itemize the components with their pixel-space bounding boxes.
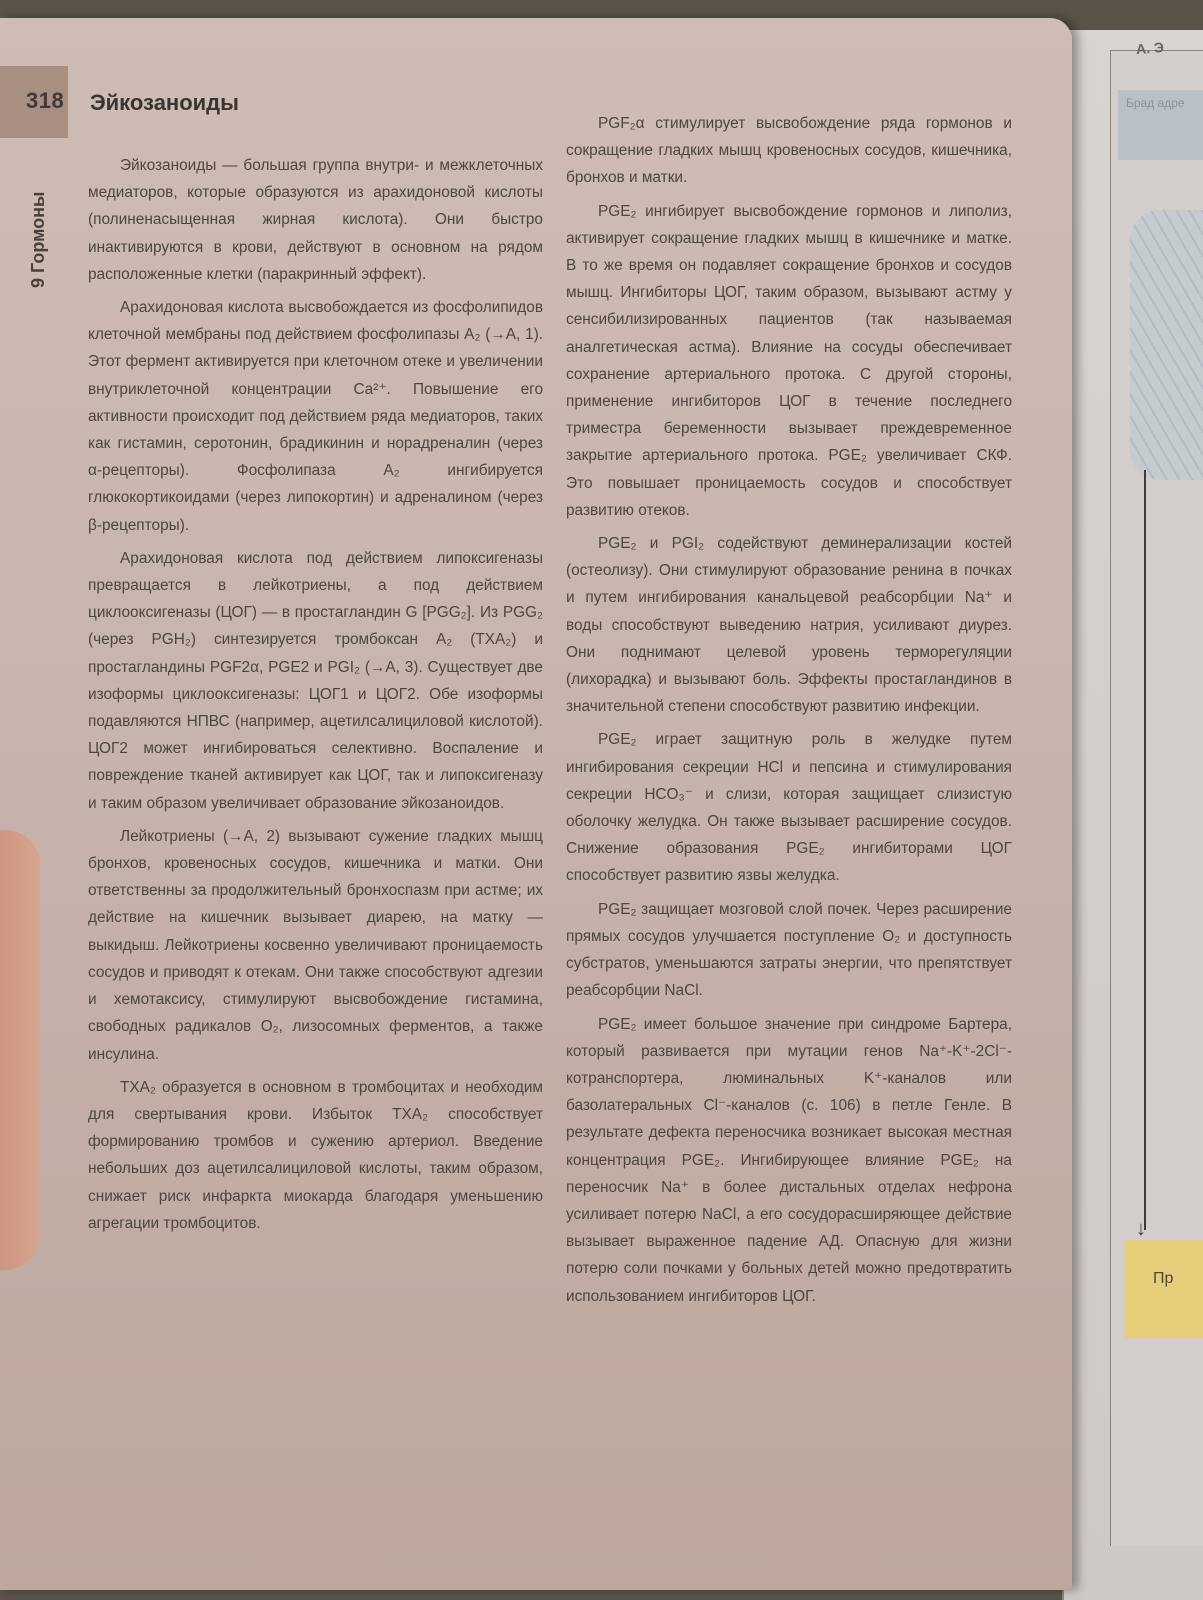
page-number: 318	[26, 88, 65, 113]
next-page-arrow-head-icon: ↓	[1136, 1218, 1146, 1240]
finger-holding-page	[0, 830, 40, 1270]
paragraph: Лейкотриены (→A, 2) вызывают сужение гладких мышц бронхов, кровеносных сосудов, кишечника и матки. Они ответственны за продолжительный бронхоспазм при астме; их действие на кишечник вызывает диарею, на матку — выкидыш. Лейкотриены косвенно увеличивают проницаемость сосудов и приводят к отекам. Они также способствуют адгезии и хемотаксису, стимулируют высвобождение гистамина, свободных радикалов O₂, лизосомных ферментов, а также инсулина.	[88, 827, 543, 1063]
next-page-figure-illustration	[1130, 210, 1203, 480]
paragraph: PGE₂ и PGI₂ содействуют деминерализации костей (остеолизу). Они стимулируют образование ренина в почках и путем ингибирования канальцевой реабсорбции Na⁺ и воды способствуют выведению натрия, усиливают диурез. Они поднимают целевой уровень терморегуляции (лихорадка) и вызывают боль. Эффекты простагландинов в значительной степени способствуют развитию инфекции.	[566, 535, 1012, 716]
next-page-figure-box: Брад адре	[1118, 90, 1203, 160]
next-page-yellow-box: Пр	[1125, 1240, 1203, 1338]
left-column	[88, 152, 543, 1243]
paragraph: Арахидоновая кислота высвобождается из фосфолипидов клеточной мембраны под действием фосфолипазы A₂ (→A, 1). Этот фермент активируется при клеточном отеке и увеличении внутриклеточной концентрации Ca²⁺. Повышение его активности происходит под действием ряда медиаторов, таких как гистамин, серотонин, брадикинин и норадреналин (через α-рецепторы). Фосфолипаза A₂ ингибируется глюкокортикоидами (через липокортин) и адреналином (через β-рецепторы).	[88, 299, 543, 534]
paragraph: PGE₂ защищает мозговой слой почек. Через расширение прямых сосудов улучшается поступление O₂ и доступность субстратов, уменьшаются затраты энергии, что препятствует реабсорбции NaCl.	[566, 900, 1012, 1000]
paragraph: PGE₂ имеет большое значение при синдроме Бартера, который развивается при мутации генов Na⁺-K⁺-2Cl⁻-котранспортера, люминальных K⁺-каналов или базолатеральных Cl⁻-каналов (с. 106) в петле Генле. В результате дефекта переносчика возникает высокая местная концентрация PGE₂. Ингибирующее влияние PGE₂ на переносчик Na⁺ в более дистальных отделах нефрона усиливает потерю NaCl, а его сосудорасширяющее действие вызывает выраженное падение АД. Опасную для жизни потерю соли почками у больных детей можно предотвратить использованием ингибиторов ЦОГ.	[566, 1015, 1012, 1305]
next-page-figure-label: A. Э	[1135, 39, 1165, 57]
chapter-side-label: 9 Гормоны	[28, 191, 48, 288]
paragraph: PGE₂ ингибирует высвобождение гормонов и липолиз, активирует сокращение гладких мышц в кишечнике и матке. В то же время он подавляет сокращение бронхов и сосудов мышц. Ингибиторы ЦОГ, таким образом, вызывают астму у сенсибилизированных пациентов (так называемая аналгетическая астма). Влияние на сосуды обеспечивает сохранение артериального протока. С другой стороны, применение ингибиторов ЦОГ в течение последнего триместра беременности вызывает преждевременное закрытие артериального протока. PGE₂ увеличивает СКФ. Это повышает проницаемость сосудов и способствует развитию отеков.	[566, 202, 1012, 519]
paragraph: Арахидоновая кислота под действием липоксигеназы превращается в лейкотриены, а под действием циклооксигеназы (ЦОГ) — в простагландин G [PGG₂]. Из PGG₂ (через PGH₂) синтезируется тромбоксан A₂ (TXA₂) и простагландины PGF2α, PGE2 и PGI₂ (→A, 3). Существует две изоформы циклооксигеназы: ЦОГ1 и ЦОГ2. Обе изоформы подавляются НПВС (например, ацетилсалициловой кислотой). ЦОГ2 может ингибироваться селективно. Воспаление и повреждение тканей активирует как ЦОГ, так и липоксигеназу и таким образом увеличивает образование эйкозаноидов.	[88, 549, 543, 812]
next-page-arrow-line	[1144, 470, 1146, 1230]
paragraph: Эйкозаноиды — большая группа внутри- и межклеточных медиаторов, которые образуются из арахидоновой кислоты (полиненасыщенная жирная кислота). Они быстро инактивируются в крови, действуют в основном на рядом расположенные клетки (паракринный эффект).	[88, 157, 543, 283]
right-column	[566, 110, 1012, 1316]
book-page	[0, 18, 1072, 1590]
paragraph: TXA₂ образуется в основном в тромбоцитах и необходим для свертывания крови. Избыток TXA₂ способствует формированию тромбов и сужению артериол. Введение небольших доз ацетилсалициловой кислоты, таким образом, снижает риск инфаркта миокарда благодаря уменьшению агрегации тромбоцитов.	[88, 1078, 543, 1232]
paragraph: PGE₂ играет защитную роль в желудке путем ингибирования секреции HCl и пепсина и стимулирования секреции HCO₃⁻ и слизи, которая защищает слизистую оболочку желудка. Он также вызывает расширение сосудов. Снижение образования PGE₂ ингибиторами ЦОГ способствует развитию язвы желудка.	[566, 731, 1012, 885]
page-title: Эйкозаноиды	[90, 90, 239, 115]
paragraph: PGF₂α стимулирует высвобождение ряда гормонов и сокращение гладких мышц кровеносных сосудов, кишечника, бронхов и матки.	[566, 115, 1012, 187]
